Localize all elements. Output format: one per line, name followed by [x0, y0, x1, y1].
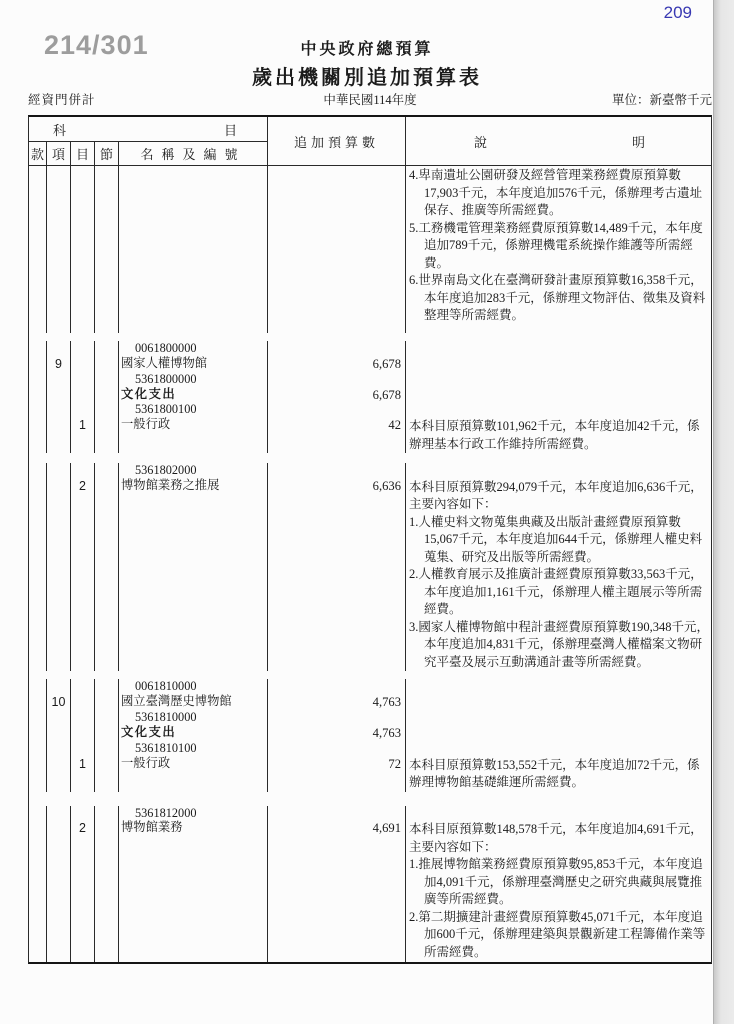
description-paragraph: 1.推展博物館業務經費原預算數95,853千元，本年度追加4,091千元，係辦理臺灣歷史之研究典藏與展覽推廣等所需經費。 [409, 857, 703, 907]
cell-jie [95, 387, 119, 403]
cell-kuan [29, 961, 47, 962]
cell-amount: 72 [268, 756, 406, 792]
cell-name-and-code [119, 341, 268, 356]
header-group-ke-mu [29, 117, 268, 142]
cell-xiang [47, 820, 71, 961]
cell-jie [95, 756, 119, 792]
cell-xiang [47, 387, 71, 403]
cell-amount: 42 [268, 417, 406, 453]
cell-kuan [29, 372, 47, 387]
table-row [29, 806, 711, 821]
header-name-and-code: 名稱及編號 [119, 142, 268, 165]
cell-name-and-code [119, 402, 268, 417]
cell-jie [95, 402, 119, 417]
cell-description [406, 372, 713, 387]
description-paragraph: 3.國家人權博物館中程計畫經費原預算數190,348千元，本年度追加4,831千元，係辦理臺灣人權檔案文物研究平臺及展示互動溝通計畫等所需經費。 [409, 619, 710, 669]
account-name: 一般行政 [121, 755, 171, 770]
cell-name-and-code [119, 710, 268, 725]
cell-amount: 4,763 [268, 725, 406, 741]
account-name: 一般行政 [121, 417, 171, 432]
cell-description [406, 356, 713, 372]
meta-unit: 單位：新臺幣千元 [611, 93, 712, 107]
table-row [29, 417, 711, 453]
cell-xiang: 9 [47, 356, 71, 372]
header-mu: 目 [71, 142, 95, 165]
cell-name-and-code [119, 356, 268, 372]
table-row [29, 372, 711, 387]
cell-jie [95, 741, 119, 756]
cell-amount [268, 402, 406, 417]
header-kuan: 款 [29, 142, 47, 165]
description-paragraph: 本科目原預算數148,578千元，本年度追加4,691千元，主要內容如下： [409, 822, 703, 854]
cell-description [406, 694, 713, 710]
header-jie: 節 [95, 142, 119, 165]
header-description [406, 117, 713, 165]
cell-amount: 6,678 [268, 356, 406, 372]
cell-description [406, 402, 713, 417]
cell-name-and-code [119, 372, 268, 387]
cell-mu [71, 372, 95, 387]
scan-edge-band [713, 0, 734, 1024]
header-desc-left: 說 [474, 134, 488, 150]
cell-description [406, 417, 713, 453]
cell-name-and-code [119, 741, 268, 756]
account-code: 5361810100 [135, 740, 197, 755]
cell-xiang [47, 756, 71, 792]
table-row [29, 725, 711, 741]
description-paragraph: 本科目原預算數153,552千元，本年度追加72千元，係辦理博物館基礎維運所需經費。 [409, 757, 700, 790]
header-desc-right: 明 [631, 134, 645, 150]
cell-kuan [29, 341, 47, 356]
cell-xiang [47, 961, 71, 962]
cell-amount: 6,636 [268, 478, 406, 672]
cell-amount: 6,678 [268, 387, 406, 403]
header-mu-group: 目 [223, 122, 237, 138]
cell-kuan [29, 806, 47, 821]
cell-jie [95, 478, 119, 672]
cell-jie [95, 961, 119, 962]
cell-description [406, 741, 713, 756]
cell-amount [268, 372, 406, 387]
cell-amount [268, 341, 406, 356]
cell-name-and-code [119, 478, 268, 672]
cell-amount [268, 679, 406, 694]
cell-name-and-code [119, 387, 268, 403]
table-row [29, 710, 711, 725]
cell-description [406, 820, 713, 961]
cell-xiang [47, 417, 71, 453]
table-row [29, 478, 711, 672]
cell-description [406, 341, 713, 356]
account-code: 5361802000 [135, 463, 197, 478]
cell-mu [71, 679, 95, 694]
cell-kuan [29, 463, 47, 478]
cell-mu: 2 [71, 820, 95, 961]
cell-name-and-code [119, 694, 268, 710]
table-row [29, 166, 711, 333]
account-name: 國立臺灣歷史博物館 [121, 694, 232, 709]
cell-name-and-code [119, 725, 268, 741]
cell-jie [95, 166, 119, 333]
cell-mu [71, 741, 95, 756]
cell-jie [95, 725, 119, 741]
cell-kuan [29, 166, 47, 333]
cell-description [406, 725, 713, 741]
header-ke: 科 [53, 122, 67, 138]
cell-mu [71, 356, 95, 372]
cell-xiang: 10 [47, 694, 71, 710]
meta-year: 中華民國114年度 [323, 93, 417, 107]
account-name: 博物館業務之推展 [121, 477, 220, 492]
cell-mu [71, 463, 95, 478]
cell-jie [95, 341, 119, 356]
account-name: 文化支出 [121, 386, 177, 401]
cell-jie [95, 710, 119, 725]
cell-mu: 2 [71, 478, 95, 672]
cell-xiang [47, 478, 71, 672]
cell-amount [268, 710, 406, 725]
cell-mu: 1 [71, 756, 95, 792]
cell-description [406, 166, 713, 333]
page-number: 209 [663, 3, 692, 22]
table-row [29, 756, 711, 792]
description-paragraph: 本科目原預算數294,079千元，本年度追加6,636千元，主要內容如下： [409, 479, 703, 512]
cell-jie [95, 463, 119, 478]
table-row [29, 402, 711, 417]
cell-description [406, 961, 713, 962]
cell-amount [268, 806, 406, 821]
cell-mu [71, 166, 95, 333]
cell-name-and-code [119, 679, 268, 694]
description-paragraph: 本科目原預算數101,962千元，本年度追加42千元，係辦理基本行政工作維持所需經費。 [409, 419, 700, 451]
cell-description [406, 478, 713, 672]
table-row [29, 341, 711, 356]
description-paragraph: 4.卑南遺址公園研發及經營管理業務經費原預算數17,903千元，本年度追加576千元，係辦理考古遺址保存、推廣等所需經費。 [409, 168, 703, 217]
cell-jie [95, 356, 119, 372]
account-name: 文化支出 [121, 725, 177, 740]
cell-name-and-code [119, 806, 268, 821]
cell-description [406, 756, 713, 792]
cell-name-and-code [119, 417, 268, 453]
cell-amount [268, 961, 406, 962]
cell-kuan [29, 679, 47, 694]
cell-kuan [29, 725, 47, 741]
meta-row [28, 90, 712, 108]
cell-name-and-code [119, 166, 268, 333]
cell-kuan [29, 756, 47, 792]
account-code: 5361810000 [135, 710, 197, 725]
cell-kuan [29, 478, 47, 672]
sheet-counter: 214/301 [44, 30, 149, 60]
cell-jie [95, 372, 119, 387]
table-row [29, 820, 711, 961]
cell-xiang [47, 402, 71, 417]
cell-description [406, 463, 713, 478]
cell-mu [71, 387, 95, 403]
cell-xiang [47, 679, 71, 694]
cell-jie [95, 694, 119, 710]
cell-name-and-code [119, 463, 268, 478]
description-paragraph: 2.第二期擴建計畫經費原預算數45,071千元，本年度追加600千元，係辦理建築與景觀新建工程籌備作業等所需經費。 [409, 909, 706, 959]
account-code: 5361800000 [135, 371, 197, 386]
table-row [29, 961, 711, 962]
header-xiang: 項 [47, 142, 71, 165]
cell-kuan [29, 402, 47, 417]
cell-xiang [47, 725, 71, 741]
table-row [29, 387, 711, 403]
cell-amount [268, 463, 406, 478]
cell-mu [71, 710, 95, 725]
account-code: 0061800000 [135, 341, 197, 355]
account-code: 5361800100 [135, 402, 197, 417]
cell-kuan [29, 694, 47, 710]
cell-mu [71, 341, 95, 356]
table-row [29, 463, 711, 478]
meta-left-note: 經資門併計 [28, 93, 96, 107]
table-body [29, 166, 711, 962]
cell-name-and-code [119, 756, 268, 792]
cell-mu [71, 402, 95, 417]
cell-mu [71, 725, 95, 741]
cell-jie [95, 679, 119, 694]
header-amount: 追加預算數 [268, 117, 406, 165]
table-row [29, 741, 711, 756]
account-code: 5361812000 [135, 805, 197, 820]
cell-description [406, 679, 713, 694]
description-paragraph: 6.世界南島文化在臺灣研發計畫原預算數16,358千元，本年度追加283千元，係辦理文物評估、徵集及資料整理等所需經費。 [409, 273, 706, 322]
table-header [29, 117, 711, 166]
cell-amount: 4,691 [268, 820, 406, 961]
cell-name-and-code [119, 961, 268, 962]
cell-mu [71, 806, 95, 821]
cell-kuan [29, 710, 47, 725]
document-header [0, 0, 734, 89]
cell-description [406, 387, 713, 403]
cell-mu [71, 694, 95, 710]
cell-mu [71, 961, 95, 962]
cell-kuan [29, 356, 47, 372]
description-paragraph: 2.人權教育展示及推廣計畫經費原預算數33,563千元，本年度追加1,161千元，係辦理人權主題展示等所需經費。 [409, 567, 703, 617]
cell-amount [268, 741, 406, 756]
account-code: 0061810000 [135, 679, 197, 694]
cell-kuan [29, 820, 47, 961]
cell-xiang [47, 166, 71, 333]
document-title: 中央政府總預算 [300, 41, 434, 58]
table-row [29, 356, 711, 372]
budget-table [28, 115, 712, 964]
cell-description [406, 806, 713, 821]
cell-xiang [47, 372, 71, 387]
cell-description [406, 710, 713, 725]
cell-xiang [47, 710, 71, 725]
cell-amount [268, 166, 406, 333]
cell-kuan [29, 417, 47, 453]
cell-xiang [47, 741, 71, 756]
cell-kuan [29, 387, 47, 403]
cell-xiang [47, 341, 71, 356]
cell-mu: 1 [71, 417, 95, 453]
table-row [29, 694, 711, 710]
cell-xiang [47, 806, 71, 821]
account-name: 國家人權博物館 [121, 355, 208, 370]
description-paragraph: 5.工務機電管理業務經費原預算數14,489千元，本年度追加789千元，係辦理機電系統操作維護等所需經費。 [409, 220, 703, 270]
document-subtitle: 歲出機關別追加預算表 [252, 67, 482, 89]
cell-name-and-code [119, 820, 268, 961]
cell-amount: 4,763 [268, 694, 406, 710]
title-block [0, 36, 734, 90]
cell-xiang [47, 463, 71, 478]
cell-kuan [29, 741, 47, 756]
cell-jie [95, 417, 119, 453]
cell-jie [95, 806, 119, 821]
account-name: 博物館業務 [121, 820, 183, 835]
table-row [29, 679, 711, 694]
description-paragraph: 1.人權史料文物蒐集典藏及出版計畫經費原預算數15,067千元，本年度追加644千元，係辦理人權史料蒐集、研究及出版等所需經費。 [409, 514, 703, 564]
cell-jie [95, 820, 119, 961]
